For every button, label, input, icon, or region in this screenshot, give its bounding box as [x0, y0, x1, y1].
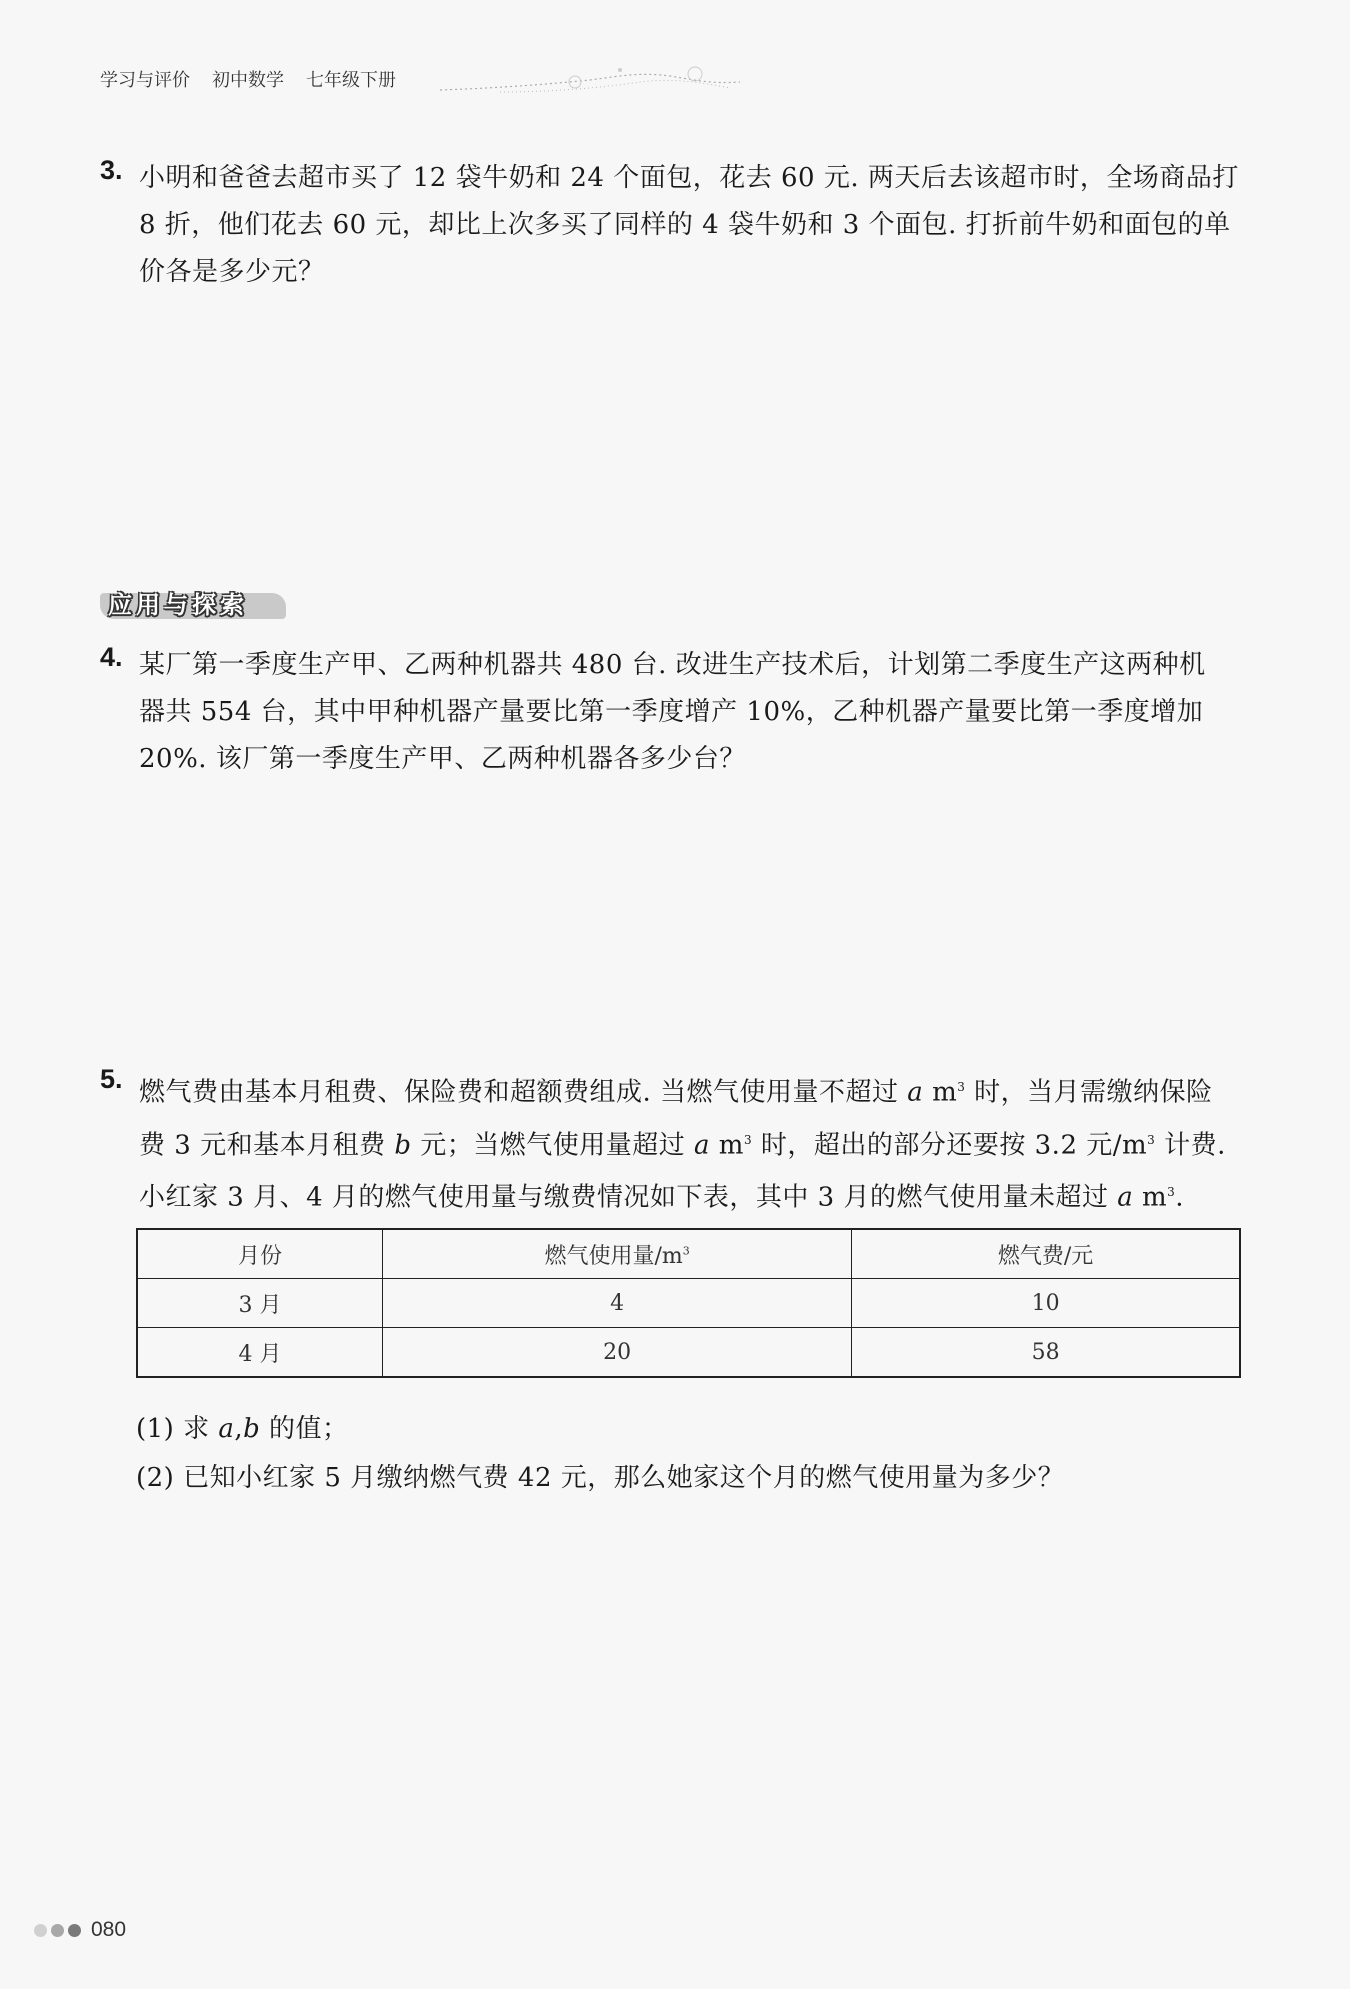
header-ornament — [440, 62, 760, 102]
dot-icon — [51, 1924, 64, 1937]
var-a: a — [218, 1414, 235, 1444]
problem-number: 5. — [100, 1064, 123, 1094]
page-footer — [34, 1918, 126, 1942]
subquestion-2: (2) 已知小红家 5 月缴纳燃气费 42 元，那么她家这个月的燃气使用量为多少？ — [136, 1463, 1065, 1493]
column-header: 燃气使用量$/m^3$ — [383, 1229, 852, 1279]
problem-text — [139, 1064, 1240, 1222]
text-line: 20%. 该厂第一季度生产甲、乙两种机器各多少台？ — [139, 744, 746, 774]
table-cell: 3 月 — [137, 1279, 383, 1328]
section-heading — [100, 585, 290, 623]
text-line: 某厂第一季度生产甲、乙两种机器共 480 台. 改进生产技术后，计划第二季度生产这两种机 — [139, 650, 1206, 680]
table-row — [137, 1328, 1240, 1378]
table-cell: 4 月 — [137, 1328, 383, 1378]
column-header: 燃气费/元 — [852, 1229, 1240, 1279]
table-cell: 58 — [852, 1328, 1240, 1378]
text-line: 价各是多少元？ — [139, 257, 325, 287]
table-cell: 10 — [852, 1279, 1240, 1328]
var-a: a — [694, 1130, 711, 1161]
problem-4 — [100, 642, 1240, 783]
text-line: 燃气费由基本月租费、保险费和超额费组成. 当燃气使用量不超过 a $m^3$ 时，当月需缴纳保险 — [139, 1077, 1213, 1108]
text-line: 器共 554 台，其中甲种机器产量要比第一季度增产 10%，乙种机器产量要比第一季度增加 — [139, 697, 1204, 727]
column-header: 月份 — [137, 1229, 383, 1279]
var-b: b — [394, 1130, 412, 1161]
table-cell: 20 — [383, 1328, 852, 1378]
problem-number: 4. — [100, 642, 123, 672]
grade-label: 七年级下册 — [306, 70, 396, 91]
table-cell: 4 — [383, 1279, 852, 1328]
gas-usage-table — [136, 1228, 1241, 1378]
text-line: 费 3 元和基本月租费 b 元；当燃气使用量超过 a $m^3$ 时，超出的部分还要按 3.2 元$/m^3$ 计费. — [139, 1130, 1226, 1161]
var-a: a — [1117, 1182, 1134, 1213]
problem-text — [139, 642, 1240, 783]
section-heading-text: 应用与探索 — [108, 591, 248, 619]
text-line: 小明和爸爸去超市买了 12 袋牛奶和 24 个面包，花去 60 元. 两天后去该超市时，全场商品打 — [139, 163, 1239, 193]
problem-3 — [100, 155, 1240, 296]
problem-text — [139, 155, 1240, 296]
var-b: b — [243, 1414, 261, 1444]
subject-label: 初中数学 — [212, 70, 284, 91]
subquestion-1: (1) 求 a,b 的值； — [136, 1414, 349, 1444]
table-header-row — [137, 1229, 1240, 1279]
table-row — [137, 1279, 1240, 1328]
page-number: 080 — [91, 1918, 127, 1941]
var-a: a — [907, 1077, 924, 1108]
problem-5 — [100, 1064, 1240, 1222]
running-header — [100, 64, 396, 94]
text-line: 小红家 3 月、4 月的燃气使用量与缴费情况如下表，其中 3 月的燃气使用量未超过 a $m^3$. — [139, 1182, 1185, 1213]
text-line: 8 折，他们花去 60 元，却比上次多买了同样的 4 袋牛奶和 3 个面包. 打折前牛奶和面包的单 — [139, 210, 1231, 240]
book-title: 学习与评价 — [100, 70, 190, 91]
dot-icon — [34, 1924, 47, 1937]
dot-icon — [68, 1924, 81, 1937]
problem-number: 3. — [100, 155, 123, 185]
